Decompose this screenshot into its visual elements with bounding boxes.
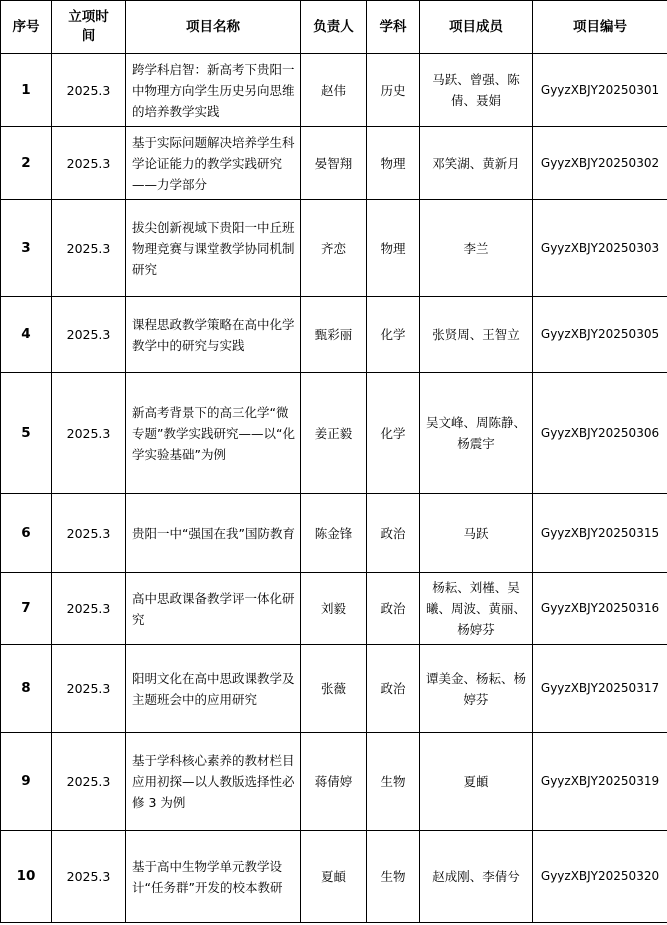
row-subject: 物理 — [367, 127, 420, 200]
row-index: 9 — [1, 733, 52, 831]
table-row — [1, 573, 667, 645]
row-leader: 夏頔 — [301, 831, 367, 923]
table-row — [1, 200, 667, 297]
table-row — [1, 297, 667, 373]
row-project-name: 阳明文化在高中思政课教学及主题班会中的应用研究 — [126, 645, 301, 733]
row-date: 2025.3 — [52, 127, 126, 200]
row-project-name: 课程思政教学策略在高中化学教学中的研究与实践 — [126, 297, 301, 373]
table-row — [1, 645, 667, 733]
row-project-name: 新高考背景下的高三化学“微专题”教学实践研究——以“化学实验基础”为例 — [126, 373, 301, 494]
row-project-name: 高中思政课备教学评一体化研究 — [126, 573, 301, 645]
row-members: 吴文峰、周陈静、杨震宇 — [420, 373, 533, 494]
row-project-name: 跨学科启智：新高考下贵阳一中物理方向学生历史另向思维的培养教学实践 — [126, 54, 301, 127]
row-project-code: GyyzXBJY20250302 — [533, 127, 667, 200]
row-date: 2025.3 — [52, 733, 126, 831]
row-members: 夏頔 — [420, 733, 533, 831]
row-members: 马跃 — [420, 494, 533, 573]
row-subject: 政治 — [367, 645, 420, 733]
row-leader: 齐恋 — [301, 200, 367, 297]
row-leader: 蒋倩婷 — [301, 733, 367, 831]
row-members: 李兰 — [420, 200, 533, 297]
row-index: 3 — [1, 200, 52, 297]
row-project-name: 基于高中生物学单元教学设计“任务群”开发的校本教研 — [126, 831, 301, 923]
row-date: 2025.3 — [52, 645, 126, 733]
row-project-code: GyyzXBJY20250315 — [533, 494, 667, 573]
table-row — [1, 733, 667, 831]
row-members: 谭美金、杨耘、杨婷芬 — [420, 645, 533, 733]
table-row — [1, 494, 667, 573]
table-row — [1, 127, 667, 200]
header-date — [52, 1, 126, 54]
row-subject: 政治 — [367, 494, 420, 573]
row-leader: 晏智翔 — [301, 127, 367, 200]
row-project-name: 贵阳一中“强国在我”国防教育 — [126, 494, 301, 573]
row-subject: 物理 — [367, 200, 420, 297]
row-members: 杨耘、刘槿、吴曦、周波、黄丽、杨婷芬 — [420, 573, 533, 645]
row-date: 2025.3 — [52, 573, 126, 645]
row-subject: 化学 — [367, 373, 420, 494]
row-members: 马跃、曾强、陈倩、聂娟 — [420, 54, 533, 127]
table-row — [1, 831, 667, 923]
row-leader: 张薇 — [301, 645, 367, 733]
row-leader: 陈金锋 — [301, 494, 367, 573]
row-leader: 刘毅 — [301, 573, 367, 645]
row-index: 4 — [1, 297, 52, 373]
row-date: 2025.3 — [52, 54, 126, 127]
header-index: 序号 — [1, 1, 52, 54]
row-leader: 赵伟 — [301, 54, 367, 127]
row-subject: 生物 — [367, 831, 420, 923]
table-row — [1, 373, 667, 494]
row-date: 2025.3 — [52, 200, 126, 297]
row-index: 1 — [1, 54, 52, 127]
row-project-code: GyyzXBJY20250320 — [533, 831, 667, 923]
row-members: 张贤周、王智立 — [420, 297, 533, 373]
row-index: 7 — [1, 573, 52, 645]
header-members: 项目成员 — [420, 1, 533, 54]
header-row — [1, 1, 667, 54]
row-subject: 化学 — [367, 297, 420, 373]
header-leader: 负责人 — [301, 1, 367, 54]
row-date: 2025.3 — [52, 297, 126, 373]
row-subject: 生物 — [367, 733, 420, 831]
row-project-code: GyyzXBJY20250317 — [533, 645, 667, 733]
row-project-name: 拔尖创新视域下贵阳一中丘班物理竞赛与课堂教学协同机制研究 — [126, 200, 301, 297]
row-index: 2 — [1, 127, 52, 200]
row-project-code: GyyzXBJY20250316 — [533, 573, 667, 645]
row-project-code: GyyzXBJY20250306 — [533, 373, 667, 494]
header-date-text: 立项时间 — [68, 9, 109, 44]
header-subject: 学科 — [367, 1, 420, 54]
row-project-name: 基于学科核心素养的教材栏目应用初探—以人教版选择性必修 3 为例 — [126, 733, 301, 831]
row-project-code: GyyzXBJY20250319 — [533, 733, 667, 831]
row-leader: 姜正毅 — [301, 373, 367, 494]
row-index: 8 — [1, 645, 52, 733]
row-index: 5 — [1, 373, 52, 494]
row-project-name: 基于实际问题解决培养学生科学论证能力的教学实践研究——力学部分 — [126, 127, 301, 200]
row-index: 10 — [1, 831, 52, 923]
row-project-code: GyyzXBJY20250301 — [533, 54, 667, 127]
row-index: 6 — [1, 494, 52, 573]
row-members: 邓笑湖、黄新月 — [420, 127, 533, 200]
row-date: 2025.3 — [52, 494, 126, 573]
row-subject: 历史 — [367, 54, 420, 127]
row-project-code: GyyzXBJY20250303 — [533, 200, 667, 297]
table-row — [1, 54, 667, 127]
row-date: 2025.3 — [52, 373, 126, 494]
row-date: 2025.3 — [52, 831, 126, 923]
row-project-code: GyyzXBJY20250305 — [533, 297, 667, 373]
header-name: 项目名称 — [126, 1, 301, 54]
row-members: 赵成刚、李倩兮 — [420, 831, 533, 923]
row-subject: 政治 — [367, 573, 420, 645]
row-leader: 甄彩丽 — [301, 297, 367, 373]
header-code: 项目编号 — [533, 1, 667, 54]
